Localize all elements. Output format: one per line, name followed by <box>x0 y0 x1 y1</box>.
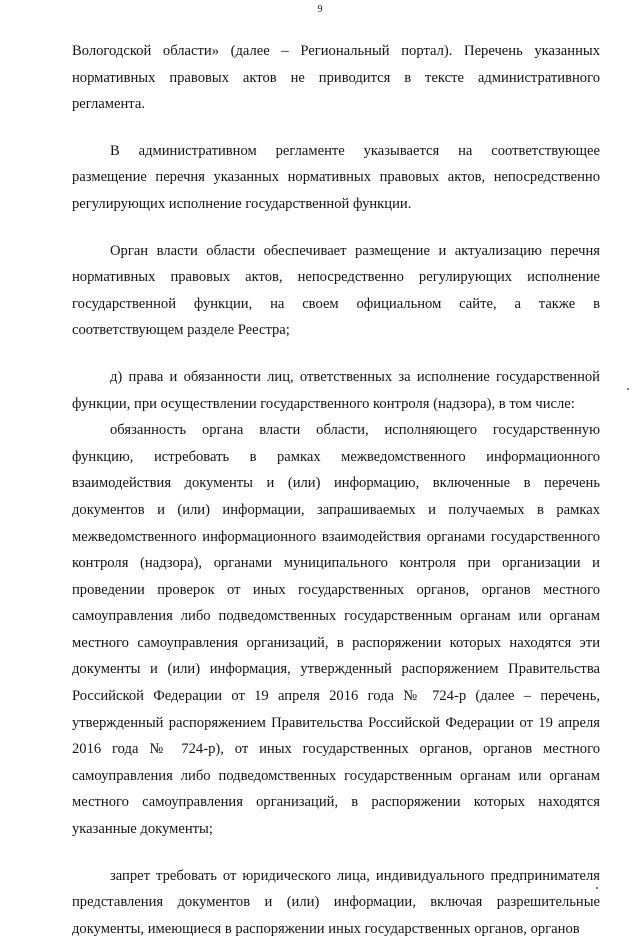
paragraph-rights-duties: д) права и обязанности лиц, ответственных за исполнение государственной функции, при осуществлении государственного контроля (надзора), в том числе: <box>72 368 600 412</box>
paragraph-continuation: Вологодской области» (далее – Региональный портал). Перечень указанных нормативных правовых актов не приводится в тексте административного регламента. <box>72 43 600 113</box>
document-body <box>72 38 600 942</box>
paragraph-obligation: обязанность органа власти области, исполняющего государственную функцию, истребовать в рамках межведомственного информационного взаимодействия документы и (или) информацию, включенные в перечень документов и (или) информации, запрашиваемых и получаемых в рамках межведомственного информационного взаимодействия органами государственного контроля (надзора), органами муниципального контроля при организации и проведении проверок от иных государственных органов, органов местного самоуправления либо подведомственных государственным органам или органам местного самоуправления организаций, в распоряжении которых находятся эти документы и (или) информация, утвержденный распоряжением Правительства Российской Федерации от 19 апреля 2016 года № 724-р (далее – перечень, утвержденный распоряжением Правительства Российской Федерации от 19 апреля 2016 года № 724-р), от иных государственных органов, органов местного самоуправления либо подведомственных государственным органам или органам местного самоуправления организаций, в распоряжении которых находятся указанные документы; <box>72 422 600 838</box>
scan-speck <box>627 388 629 390</box>
paragraph-prohibition: запрет требовать от юридического лица, индивидуального предпринимателя представления документов и (или) информации, включая разрешительные документы, имеющиеся в распоряжении иных государственных органов, органов <box>72 867 600 937</box>
paragraph-authority-site: Орган власти области обеспечивает размещение и актуализацию перечня нормативных правовых актов, непосредственно регулирующих исполнение государственной функции, на своем официальном сайте, а также в соответствующем разделе Реестра; <box>72 242 600 339</box>
paragraph-placement-note: В административном регламенте указывается на соответствующее размещение перечня указанных нормативных правовых актов, непосредственно регулирующих исполнение государственной функции. <box>72 142 600 212</box>
page-number: 9 <box>317 4 323 15</box>
scan-speck <box>596 887 598 889</box>
